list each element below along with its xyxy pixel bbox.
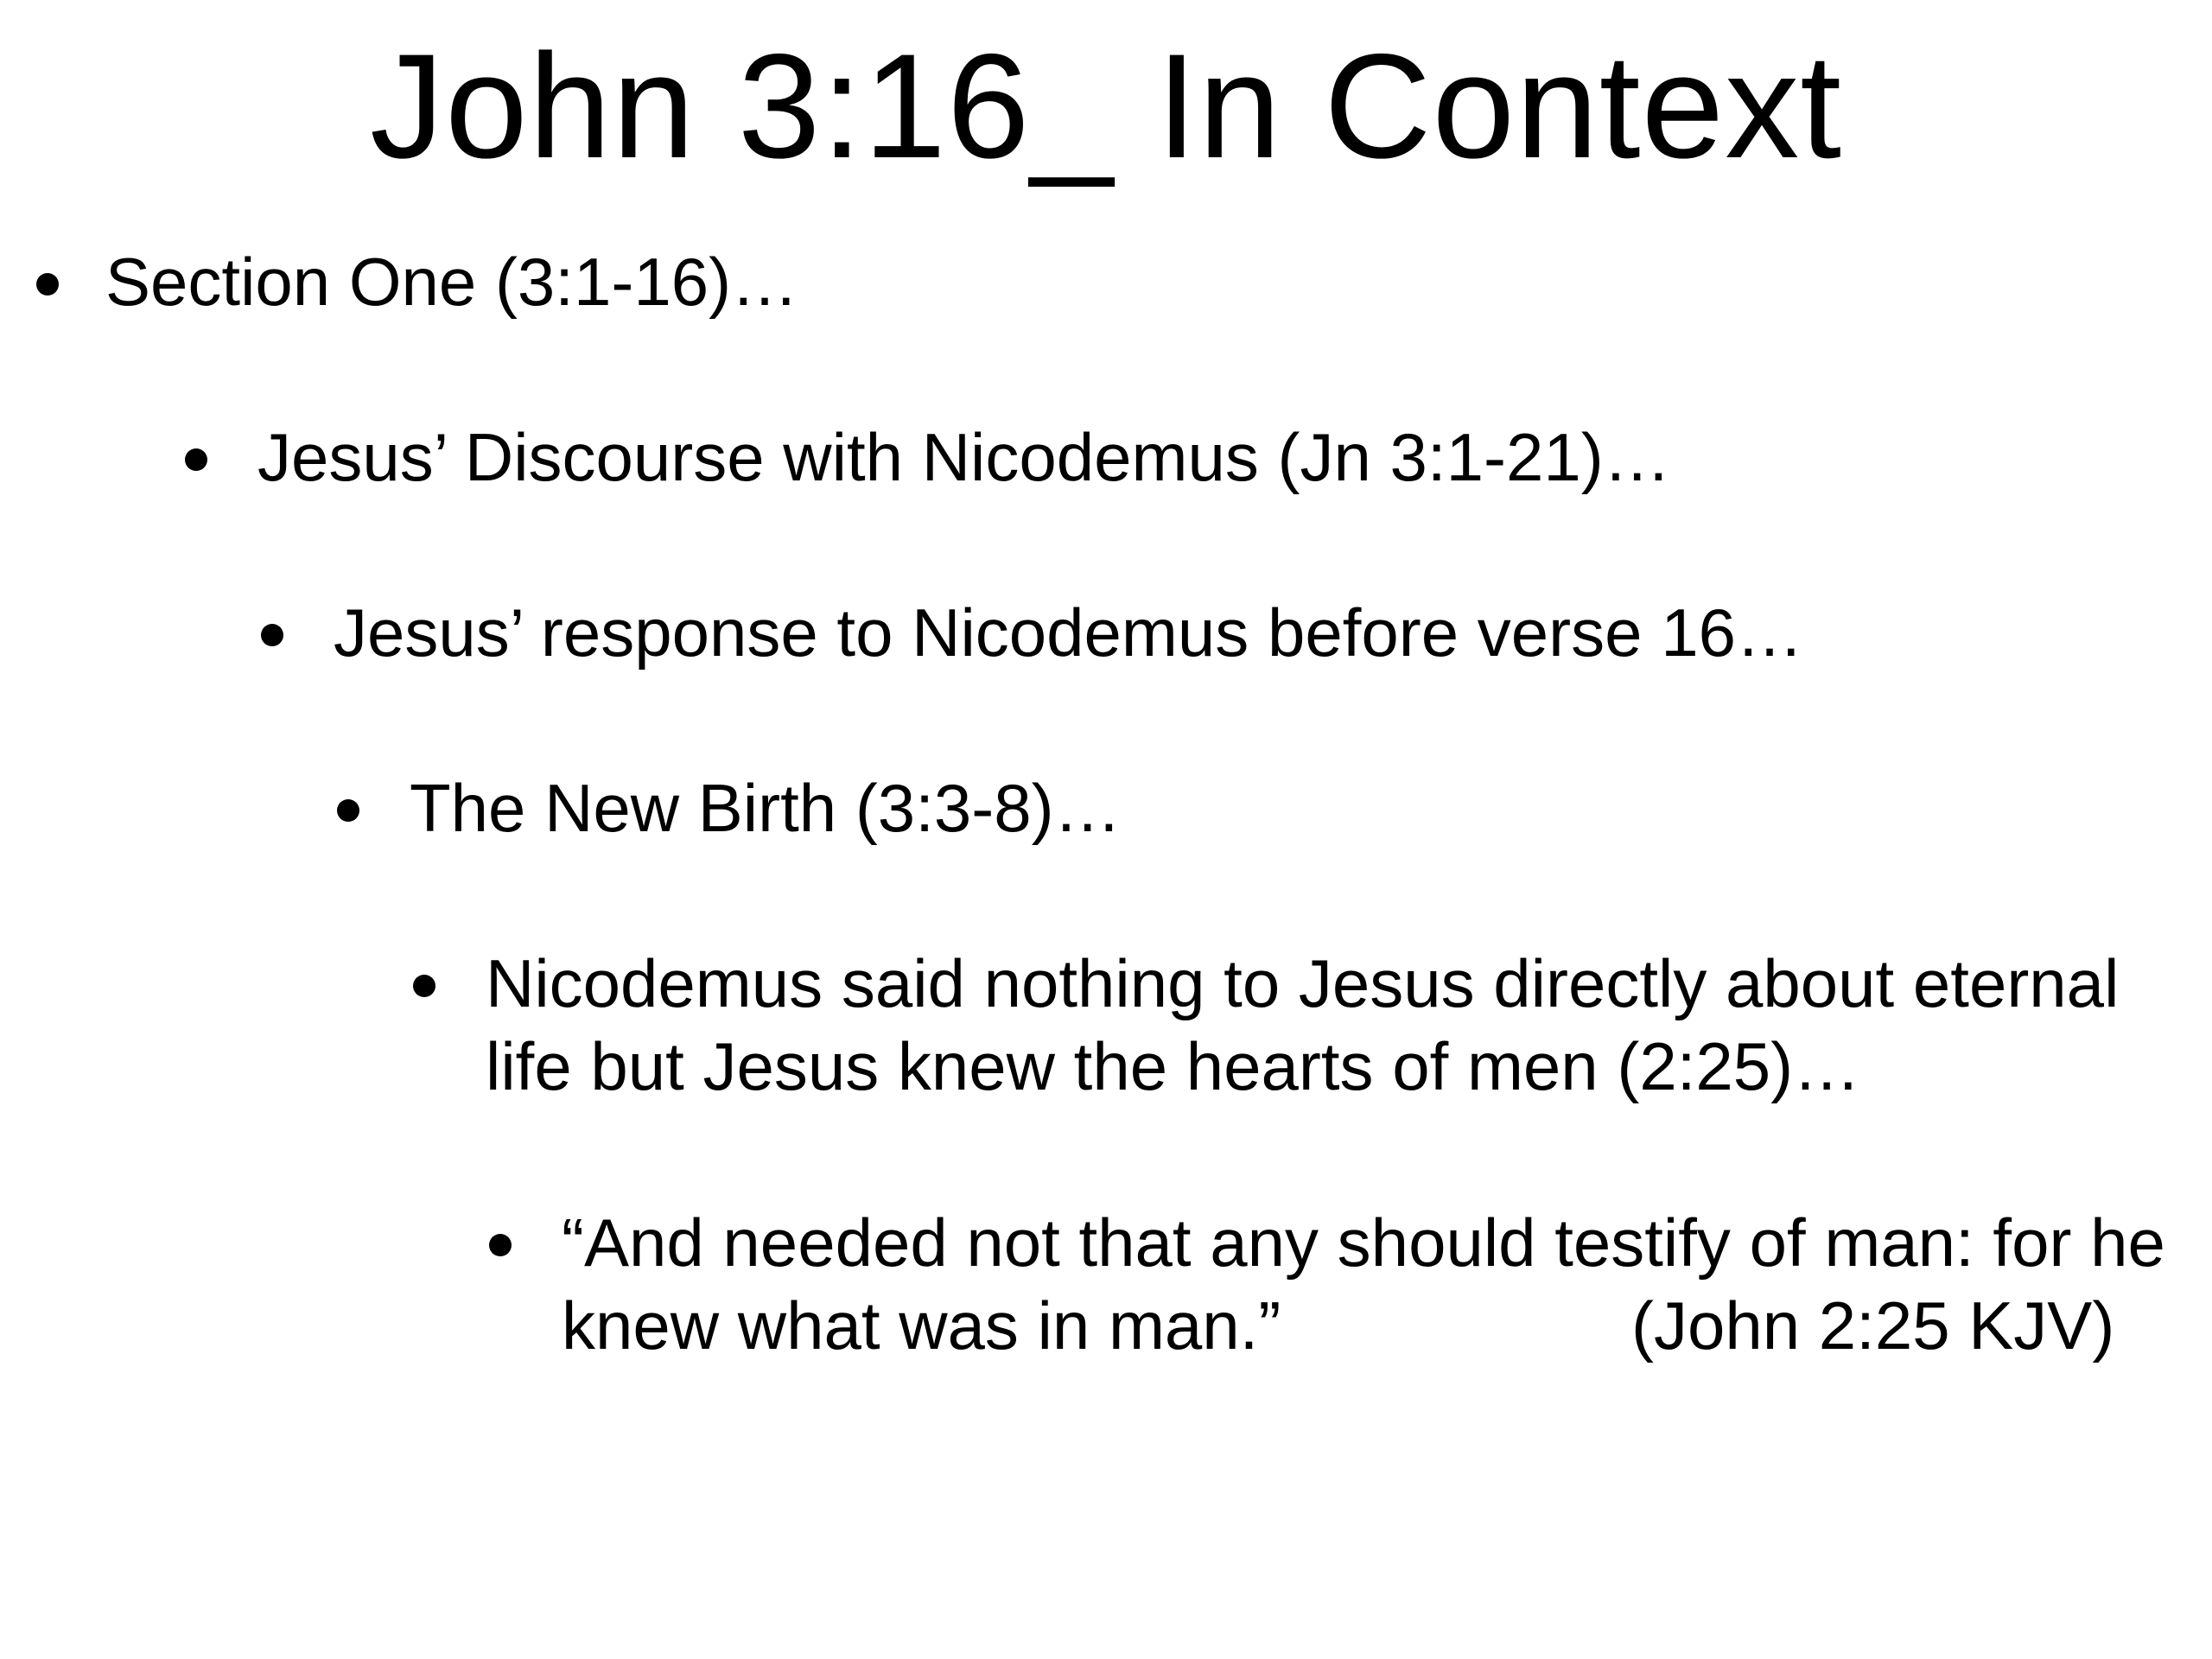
bullet-item [105,240,2093,323]
bullet-item [486,942,2196,1108]
bullet-text: Section One (3:1-16)… [105,244,799,320]
bullet-dot-icon [337,799,359,822]
bullet-dot-icon [36,273,59,296]
bullet-item [562,1201,2186,1367]
scripture-citation: (John 2:25 KJV) [1631,1287,2115,1363]
bullet-dot-icon [489,1234,512,1256]
slide-title: John 3:16_ In Context [370,23,1842,189]
bullet-quote-text: “And needed not that any should testify of man: for he knew what was in man.” [562,1205,2184,1363]
bullet-text: Nicodemus said nothing to Jesus directly about eternal life but Jesus knew the hearts of men (2:25)… [486,945,2139,1104]
bullet-item [257,416,2158,499]
bullet-text: Jesus’ response to Nicodemus before verse 16… [334,594,1803,671]
bullet-text: Jesus’ Discourse with Nicodemus (Jn 3:1-21)… [257,419,1671,495]
bullet-text: The New Birth (3:3-8)… [410,770,1122,846]
bullet-dot-icon [413,975,435,997]
bullet-dot-icon [261,624,283,646]
bullet-item [410,766,2138,849]
bullet-dot-icon [185,448,207,471]
bullet-item [334,591,2148,674]
